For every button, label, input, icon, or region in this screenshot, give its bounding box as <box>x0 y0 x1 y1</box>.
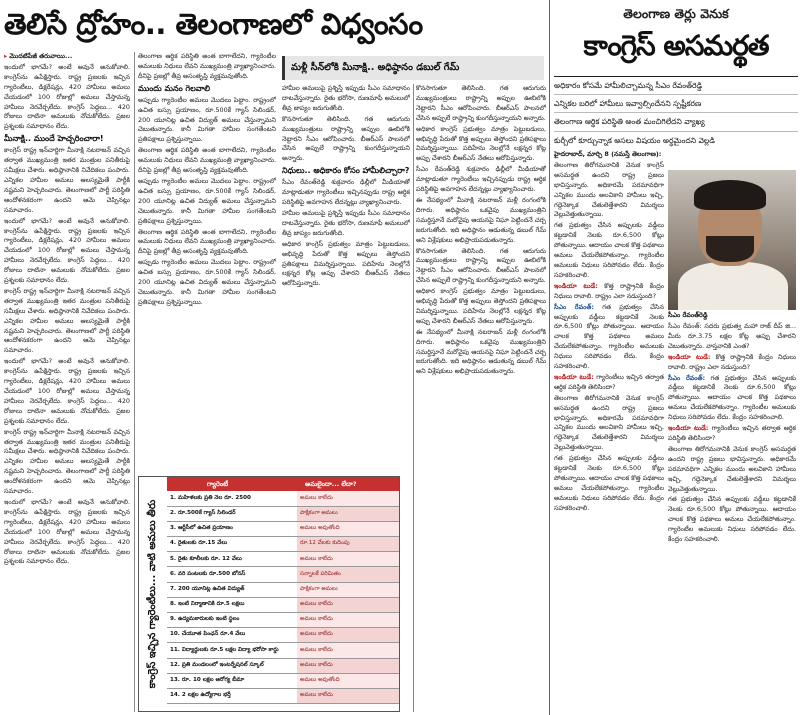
side-article <box>549 0 800 715</box>
status-cell: అమలు కాలేదు <box>297 491 399 506</box>
paragraph: ఈ నేపథ్యంలో మీనాక్షి నటరాజన్ మళ్లీ రంగంలోకి దిగారు. అధిష్ఠానం ఒకవైపు ముఖ్యమంత్రిని సమర్థిస్తూనే మరోవైపు ఆయనపై నిఘా పెట్టిందనే చర్చ జరుగుతోంది. ఇది అధిష్ఠానం ఆడుతున్న డబుల్ గేమ్ అని విశ్లేషకులు అభిప్రాయపడుతున్నారు. <box>416 327 546 376</box>
table-row <box>167 521 399 536</box>
status-cell: అమలు కాలేదు <box>297 688 399 703</box>
guarantee-cell: 10. చేయూత పింఛన్ రూ.4 వేలు <box>167 628 297 643</box>
article-column-2 <box>138 52 276 472</box>
table-row <box>167 673 399 688</box>
main-headline: తెలిసే ద్రోహం.. తెలంగాణలో విధ్వంసం <box>4 7 423 41</box>
paragraph: గత ప్రభుత్వం చేసిన అప్పులకు వడ్డీలు కట్టడానికే నెలకు రూ.6,500 కోట్లు పోతున్నాయి. ఆదాయం చాలక కొత్త పథకాలు అమలు చేయలేకపోతున్నాం. గ్యారెంటీల అమలుకు నిధులు సరిపోవడం లేదు. కేంద్రం సహకరించాలి. <box>554 221 664 279</box>
table-header <box>167 477 399 491</box>
guarantee-cell: 14. 2 లక్షల ఉద్యోగాల భర్తీ <box>167 688 297 703</box>
paragraph: ఇందులో భాగమే? అంటే అవునే అనుకోవాలి. కాంగ్రెస్‌ను ఉపేక్షిస్తారు. రాష్ట్ర ప్రజలకు ఇచ్చిన గ్యారెంటీలు, డిక్లరేషన్లు, 420 హామీలు అమలు చేయడంలో 100 రోజుల్లో అమలు చేస్తామన్న హామీలు నెరవేర్చలేదు. కాంగ్రెస్ పెద్దలు... 420 రోజులు దాటినా అమలుకు నోచుకోలేదు. ప్రజల ప్రశ్నలకు సమాధానం లేదు. <box>4 357 130 425</box>
byline: మొదటిపేజీ తరువాయి... <box>9 52 73 60</box>
subheading: మీనాక్షి.. ముందే హెచ్చరించారా! <box>4 134 104 144</box>
photo-caption: సీఎం రేవంత్‌రెడ్డి <box>668 311 708 319</box>
column-divider <box>413 84 414 712</box>
paragraph: అధికార కాంగ్రెస్ ప్రభుత్వం మాత్రం పెట్టుబడులు, అభివృద్ధి పేరుతో కొత్త అప్పులు తెస్తోందని ప్రతిపక్షాలు విమర్శిస్తున్నాయి. పదిహేను నెలల్లోనే లక్షన్నర కోట్ల అప్పు చేశారని బీఆర్‌ఎస్ నేతలు ఆరోపిస్తున్నారు. <box>416 124 546 163</box>
side-column-1 <box>554 150 664 712</box>
paragraph: తెలంగాణ ఆర్థిక పరిస్థితి అంత బాగాలేదని, గ్యారెంటీల అమలుకు నిధులు లేవని ముఖ్యమంత్రి వ్యాఖ్యానించారు. దీనిపై ప్రజల్లో తీవ్ర అసంతృప్తి వ్యక్తమవుతోంది. <box>138 146 276 175</box>
deck-line: కుర్చీలో కూర్చున్నాక అసలు విషయం అర్థమైందని వెల్లడి <box>554 135 715 145</box>
status-cell: అమలు కాలేదు <box>297 643 399 658</box>
paragraph: అప్పుడు గ్యారెంటీల అమలు మొదలు పెట్టాం. రాష్ట్రంలో ఉచిత బస్సు ప్రయాణం, రూ.500కే గ్యాస్ సిలిండర్, 200 యూనిట్ల ఉచిత విద్యుత్ అమలు చేస్తున్నామని చెబుతున్నారు. కానీ మిగతా హామీల సంగతేంటని ప్రతిపక్షాలు ప్రశ్నిస్తున్నాయి. <box>138 258 276 306</box>
guarantee-cell: 6. వరి పంటలకు రూ.500 బోనస్ <box>167 567 297 582</box>
status-cell: రూ.12 వేలకు కుదింపు <box>297 537 399 552</box>
paragraph: గత ప్రభుత్వం చేసిన అప్పులకు వడ్డీలు కట్టడానికే నెలకు రూ.6,500 కోట్లు పోతున్నాయి. ఆదాయం చాలక కొత్త పథకాలు అమలు చేయలేకపోతున్నాం. గ్యారెంటీల అమలుకు నిధులు సరిపోవడం లేదు. కేంద్రం సహకరించాలి. <box>554 302 664 371</box>
guarantee-cell: 3. ఆర్టీసీలో ఉచిత ప్రయాణం <box>167 521 297 536</box>
table-row <box>167 628 399 643</box>
status-cell: సన్నాలకే పరిమితం <box>297 567 399 582</box>
table-row <box>167 597 399 612</box>
status-cell: అమలు కాలేదు <box>297 597 399 612</box>
paragraph: గత ప్రభుత్వం చేసిన అప్పులకు వడ్డీలు కట్టడానికే నెలకు రూ.6,500 కోట్లు పోతున్నాయి. ఆదాయం చాలక కొత్త పథకాలు అమలు చేయలేకపోతున్నాం. గ్యారెంటీల అమలుకు నిధులు సరిపోవడం లేదు. కేంద్రం సహకరించాలి. <box>668 495 796 544</box>
paragraph: అధికార కాంగ్రెస్ ప్రభుత్వం మాత్రం పెట్టుబడులు, అభివృద్ధి పేరుతో కొత్త అప్పులు తెస్తోందని ప్రతిపక్షాలు విమర్శిస్తున్నాయి. పదిహేను నెలల్లోనే లక్షన్నర కోట్ల అప్పు చేశారని బీఆర్‌ఎస్ నేతలు ఆరోపిస్తున్నారు. <box>282 239 410 288</box>
table-row <box>167 582 399 597</box>
bullet-icon: ▸ <box>4 52 8 60</box>
paragraph: కొనసాగుతూ తెలిసింది. గత ఆరుగురు ముఖ్యమంత్రులు రాష్ట్రాన్ని అప్పుల ఊబిలోకి నెట్టారని సీఎం ఆరోపించారు. బీఆర్‌ఎస్ పాలనలో చేసిన అప్పులే రాష్ట్రాన్ని కుంగదీస్తున్నాయని అన్నారు. <box>416 84 546 122</box>
paragraph: కాంగ్రెస్ రాష్ట్ర ఇన్‌చార్జిగా మీనాక్షి నటరాజన్ వచ్చిన తర్వాత ముఖ్యమంత్రి ఇతర మంత్రుల పనితీరుపై సమీక్షలు చేశారు. అధిష్ఠానానికి నివేదికలు పంపారు. ఎన్నికల హామీల అమలు ఆలస్యమైతే పార్టీకి నష్టమని హెచ్చరించారు. తెలంగాణలో పార్టీ పరిస్థితి ఆందోళనకరంగా ఉందని ఆమె చెప్పినట్లు సమాచారం. <box>4 427 130 496</box>
side-column-2 <box>668 322 796 712</box>
paragraph: తెలంగాణ ఆర్థిక పరిస్థితి అంత బాగాలేదని, గ్యారెంటీల అమలుకు నిధులు లేవని ముఖ్యమంత్రి వ్యాఖ్యానించారు. దీనిపై ప్రజల్లో తీవ్ర అసంతృప్తి వ్యక్తమవుతోంది. <box>138 227 276 256</box>
guarantee-cell: 11. విద్యార్థులకు రూ.5 లక్షల విద్యా భరోసా కార్డు <box>167 643 297 658</box>
paragraph: కొనసాగుతూ తెలిసింది. గత ఆరుగురు ముఖ్యమంత్రులు రాష్ట్రాన్ని అప్పుల ఊబిలోకి నెట్టారని సీఎం ఆరోపించారు. బీఆర్‌ఎస్ పాలనలో చేసిన అప్పులే రాష్ట్రాన్ని కుంగదీస్తున్నాయని అన్నారు. <box>282 114 410 163</box>
paragraph: అప్పుడు గ్యారెంటీల అమలు మొదలు పెట్టాం. రాష్ట్రంలో ఉచిత బస్సు ప్రయాణం, రూ.500కే గ్యాస్ సిలిండర్, 200 యూనిట్ల ఉచిత విద్యుత్ అమలు చేస్తున్నామని చెబుతున్నారు. కానీ మిగతా హామీల సంగతేంటని ప్రతిపక్షాలు ప్రశ్నిస్తున్నాయి. <box>138 95 276 144</box>
paragraph: సీఎం రేవంత్‌రెడ్డి శుక్రవారం ఢిల్లీలో మీడియాతో మాట్లాడుతూ గ్యారెంటీలు ఇచ్చినప్పుడు రాష్ట్ర ఆర్థిక పరిస్థితిపై అవగాహన లేదన్నట్లు వ్యాఖ్యానించారు. <box>416 165 546 194</box>
paragraph: తెలంగాణ ఆర్థిక పరిస్థితి అంత బాగాలేదని, గ్యారెంటీల అమలుకు నిధులు లేవని ముఖ్యమంత్రి వ్యాఖ్యానించారు. దీనిపై ప్రజల్లో తీవ్ర అసంతృప్తి వ్యక్తమవుతోంది. <box>138 52 276 80</box>
qa-label: ఇండియా టుడే: <box>554 372 594 381</box>
kicker: తెలంగాణ తెర్లు వెనుక <box>623 6 729 21</box>
paragraph: హామీల అమలుపై ప్రశ్నిస్తే ఇప్పుడు సీఎం సమాధానం దాటవేస్తున్నారు. రైతు భరోసా, రుణమాఫీ అమలులో తీవ్ర జాప్యం జరుగుతోంది. <box>282 208 410 237</box>
deck-lines <box>554 76 798 149</box>
paragraph: సీఎం రేవంత్‌రెడ్డి శుక్రవారం ఢిల్లీలో మీడియాతో మాట్లాడుతూ గ్యారెంటీలు ఇచ్చినప్పుడు రాష్ట్ర ఆర్థిక పరిస్థితిపై అవగాహన లేదన్నట్లు వ్యాఖ్యానించారు. <box>282 178 410 207</box>
paragraph: గత ప్రభుత్వం చేసిన అప్పులకు వడ్డీలు కట్టడానికే నెలకు రూ.6,500 కోట్లు పోతున్నాయి. ఆదాయం చాలక కొత్త పథకాలు అమలు చేయలేకపోతున్నాం. గ్యారెంటీల అమలుకు నిధులు సరిపోవడం లేదు. కేంద్రం సహకరించాలి. <box>554 454 664 512</box>
column-divider <box>134 52 135 712</box>
paragraph: కాంగ్రెస్ రాష్ట్ర ఇన్‌చార్జిగా మీనాక్షి నటరాజన్ వచ్చిన తర్వాత ముఖ్యమంత్రి ఇతర మంత్రుల పనితీరుపై సమీక్షలు చేశారు. అధిష్ఠానానికి నివేదికలు పంపారు. ఎన్నికల హామీల అమలు ఆలస్యమైతే పార్టీకి నష్టమని హెచ్చరించారు. తెలంగాణలో పార్టీ పరిస్థితి ఆందోళనకరంగా ఉందని ఆమె చెప్పినట్లు సమాచారం. <box>4 286 130 355</box>
qa-label: ఇండియా టుడే: <box>554 281 598 290</box>
paragraph: గ్యారెంటీలు ఇచ్చిన తర్వాత ఆర్థిక పరిస్థితి తెలిసిందా? <box>668 424 796 442</box>
paragraph: గత ప్రభుత్వం చేసిన అప్పులకు వడ్డీలు కట్టడానికే నెలకు రూ.6,500 కోట్లు పోతున్నాయి. ఆదాయం చాలక కొత్త పథకాలు అమలు చేయలేకపోతున్నాం. గ్యారెంటీల అమలుకు నిధులు సరిపోవడం లేదు. కేంద్రం సహకరించాలి. <box>668 373 796 422</box>
status-cell: పాక్షికంగా అమలు <box>297 506 399 521</box>
table-row <box>167 688 399 703</box>
qa-label: ఇండియా టుడే: <box>668 352 711 361</box>
status-cell: అమలు అవుతోంది <box>297 521 399 536</box>
paragraph: సీఎం రేవంత్: సదరు ప్రభుత్వ మహా రాజ్ దీప్ జి... మీరు రూ.3.75 లక్షల కోట్ల అప్పు చేశారని చెబుతున్నారు. వాస్తవానికి ఎంత? <box>668 322 796 350</box>
deck-line: అధికారం కోసమే హామీలిచ్చామన్న సీఎం రేవంత్‌రెడ్డి <box>554 77 798 95</box>
table-row <box>167 643 399 658</box>
status-cell: అమలు అవుతోంది <box>297 673 399 688</box>
paragraph: హామీల అమలుపై ప్రశ్నిస్తే ఇప్పుడు సీఎం సమాధానం దాటవేస్తున్నారు. రైతు భరోసా, రుణమాఫీ అమలులో తీవ్ర జాప్యం జరుగుతోంది. <box>282 84 410 112</box>
guarantee-cell: 7. 200 యూనిట్ల ఉచిత విద్యుత్ <box>167 582 297 597</box>
guarantee-cell: 12. ప్రతి మండలంలో ఇంటర్నేషనల్ స్కూల్ <box>167 658 297 673</box>
guarantee-cell: 5. రైతు కూలీలకు రూ. 12 వేలు <box>167 552 297 567</box>
paragraph: కొత్త రాష్ట్రానికి కేంద్రం నిధులు రావాలి. రాష్ట్రం ఎలా నడుస్తుంది? <box>554 281 664 300</box>
paragraph: అధికార కాంగ్రెస్ ప్రభుత్వం మాత్రం పెట్టుబడులు, అభివృద్ధి పేరుతో కొత్త అప్పులు తెస్తోందని ప్రతిపక్షాలు విమర్శిస్తున్నాయి. పదిహేను నెలల్లోనే లక్షన్నర కోట్ల అప్పు చేశారని బీఆర్‌ఎస్ నేతలు ఆరోపిస్తున్నారు. <box>416 287 546 325</box>
table-row <box>167 658 399 673</box>
dateline: హైదరాబాద్, మార్చి 8 (నమస్తే తెలంగాణ): <box>554 150 662 158</box>
qa-label: సీఎం రేవంత్: <box>668 373 706 382</box>
article-column-3 <box>282 84 410 474</box>
status-cell: అమలు కాలేదు <box>297 658 399 673</box>
paragraph: ఇందులో భాగమే? అంటే అవునే అనుకోవాలి. కాంగ్రెస్‌ను ఉపేక్షిస్తారు. రాష్ట్ర ప్రజలకు ఇచ్చిన గ్యారెంటీలు, డిక్లరేషన్లు, 420 హామీలు అమలు చేయడంలో 100 రోజుల్లో అమలు చేస్తామన్న హామీలు నెరవేర్చలేదు. కాంగ్రెస్ పెద్దలు... 420 రోజులు దాటినా అమలుకు నోచుకోలేదు. ప్రజల ప్రశ్నలకు సమాధానం లేదు. <box>4 497 130 566</box>
table-row <box>167 567 399 582</box>
guarantee-cell: 4. రైతులకు రూ.15 వేలు <box>167 537 297 552</box>
guarantee-cell: 1. మహిళలకు ప్రతి నెల రూ. 2500 <box>167 491 297 506</box>
paragraph: తెలంగాణ తిరోగమనానికి వెనుక కాంగ్రెస్ అసమర్థత ఉందని రాష్ట్ర ప్రజలు భావిస్తున్నారు. అధికారమే పరమావధిగా ఎన్నికల ముందు అలవికాని హామీలు ఇచ్చి, గద్దెనెక్కాక చేతులెత్తేశారని విమర్శలు వెల్లువెత్తుతున్నాయి. <box>554 160 664 219</box>
article-column-1 <box>4 52 130 712</box>
status-cell: పాక్షికంగా అమలు <box>297 582 399 597</box>
table-row <box>167 491 399 506</box>
guarantee-cell: 9. ఉద్యమకారులకు ఇంటి స్థలం <box>167 613 297 628</box>
table-row <box>167 552 399 567</box>
table-header-status: అమలైందా... లేదా? <box>305 480 357 488</box>
table-row <box>167 506 399 521</box>
quote-banner: మళ్లీ సీన్‌లోకి మీనాక్షి.. అధిష్ఠానం డబుల్ గేమ్ <box>282 56 544 80</box>
guarantees-table-body <box>167 491 399 704</box>
status-cell: అమలు కాలేదు <box>297 552 399 567</box>
table-side-label-text: కాంగ్రెస్ ఇచ్చిన గ్యారెంటీలు... వాటి అమలు తీరు <box>147 499 158 689</box>
paragraph: తెలంగాణ తిరోగమనానికి వెనుక కాంగ్రెస్ అసమర్థత ఉందని రాష్ట్ర ప్రజలు భావిస్తున్నారు. అధికారమే పరమావధిగా ఎన్నికల ముందు అలవికాని హామీలు ఇచ్చి, గద్దెనెక్కాక చేతులెత్తేశారని విమర్శలు వెల్లువెత్తుతున్నాయి. <box>668 444 796 493</box>
paragraph: ఈ నేపథ్యంలో మీనాక్షి నటరాజన్ మళ్లీ రంగంలోకి దిగారు. అధిష్ఠానం ఒకవైపు ముఖ్యమంత్రిని సమర్థిస్తూనే మరోవైపు ఆయనపై నిఘా పెట్టిందనే చర్చ జరుగుతోంది. ఇది అధిష్ఠానం ఆడుతున్న డబుల్ గేమ్ అని విశ్లేషకులు అభిప్రాయపడుతున్నారు. <box>416 195 546 244</box>
subheading: ముందు మనం గెలవాలి <box>138 83 210 93</box>
table-row <box>167 613 399 628</box>
guarantee-cell: 2. రూ.500కే గ్యాస్ సిలిండర్ <box>167 506 297 521</box>
table-header-guarantee: గ్యారెంటీ <box>207 480 229 488</box>
cm-photo <box>668 170 796 310</box>
table-side-label <box>139 477 167 711</box>
paragraph: కాంగ్రెస్ రాష్ట్ర ఇన్‌చార్జిగా మీనాక్షి నటరాజన్ వచ్చిన తర్వాత ముఖ్యమంత్రి ఇతర మంత్రుల పనితీరుపై సమీక్షలు చేశారు. అధిష్ఠానానికి నివేదికలు పంపారు. ఎన్నికల హామీల అమలు ఆలస్యమైతే పార్టీకి నష్టమని హెచ్చరించారు. తెలంగాణలో పార్టీ పరిస్థితి ఆందోళనకరంగా ఉందని ఆమె చెప్పినట్లు సమాచారం. <box>4 146 130 214</box>
qa-label: ఇండియా టుడే: <box>668 424 709 433</box>
article-column-4 <box>416 84 546 712</box>
paragraph: ఇందులో భాగమే? అంటే అవునే అనుకోవాలి. కాంగ్రెస్‌ను ఉపేక్షిస్తారు. రాష్ట్ర ప్రజలకు ఇచ్చిన గ్యారెంటీలు, డిక్లరేషన్లు, 420 హామీలు అమలు చేయడంలో 100 రోజుల్లో అమలు చేస్తామన్న హామీలు నెరవేర్చలేదు. కాంగ్రెస్ పెద్దలు... 420 రోజులు దాటినా అమలుకు నోచుకోలేదు. ప్రజల ప్రశ్నలకు సమాధానం లేదు. <box>4 62 130 131</box>
paragraph: గ్యారెంటీలు ఇచ్చిన తర్వాత ఆర్థిక పరిస్థితి తెలిసిందా? <box>554 372 664 391</box>
table-row <box>167 537 399 552</box>
paragraph: అప్పుడు గ్యారెంటీల అమలు మొదలు పెట్టాం. రాష్ట్రంలో ఉచిత బస్సు ప్రయాణం, రూ.500కే గ్యాస్ సిలిండర్, 200 యూనిట్ల ఉచిత విద్యుత్ అమలు చేస్తున్నామని చెబుతున్నారు. కానీ మిగతా హామీల సంగతేంటని ప్రతిపక్షాలు ప్రశ్నిస్తున్నాయి. <box>138 176 276 225</box>
qa-label: సీఎం రేవంత్: <box>554 302 594 311</box>
subheading: నిధులు.. అధికారం కోసం హామీలిచ్చారా? <box>282 166 410 176</box>
status-cell: అమలు కాలేదు <box>297 613 399 628</box>
paragraph: తెలంగాణ తిరోగమనానికి వెనుక కాంగ్రెస్ అసమర్థత ఉందని రాష్ట్ర ప్రజలు భావిస్తున్నారు. అధికారమే పరమావధిగా ఎన్నికల ముందు అలవికాని హామీలు ఇచ్చి, గద్దెనెక్కాక చేతులెత్తేశారని విమర్శలు వెల్లువెత్తుతున్నాయి. <box>554 393 664 452</box>
guarantee-cell: 13. రూ. 10 లక్షల ఆరోగ్య బీమా <box>167 673 297 688</box>
guarantees-table <box>138 476 400 712</box>
paragraph: కొత్త రాష్ట్రానికి కేంద్రం నిధులు రావాలి. రాష్ట్రం ఎలా నడుస్తుంది? <box>668 352 796 371</box>
guarantee-cell: 8. ఇంటి నిర్మాణానికి రూ.5 లక్షలు <box>167 597 297 612</box>
paragraph: ఇందులో భాగమే? అంటే అవునే అనుకోవాలి. కాంగ్రెస్‌ను ఉపేక్షిస్తారు. రాష్ట్ర ప్రజలకు ఇచ్చిన గ్యారెంటీలు, డిక్లరేషన్లు, 420 హామీలు అమలు చేయడంలో 100 రోజుల్లో అమలు చేస్తామన్న హామీలు నెరవేర్చలేదు. కాంగ్రెస్ పెద్దలు... 420 రోజులు దాటినా అమలుకు నోచుకోలేదు. ప్రజల ప్రశ్నలకు సమాధానం లేదు. <box>4 216 130 285</box>
deck-line: ఎన్నికల బరిలో హామీలు ఇవ్వాల్సిందేనని స్పష్టీకరణ <box>554 95 798 113</box>
status-cell: అమలు కాలేదు <box>297 628 399 643</box>
paragraph: కొనసాగుతూ తెలిసింది. గత ఆరుగురు ముఖ్యమంత్రులు రాష్ట్రాన్ని అప్పుల ఊబిలోకి నెట్టారని సీఎం ఆరోపించారు. బీఆర్‌ఎస్ పాలనలో చేసిన అప్పులే రాష్ట్రాన్ని కుంగదీస్తున్నాయని అన్నారు. <box>416 246 546 285</box>
side-headline: కాంగ్రెస్ అసమర్థత <box>583 29 769 62</box>
deck-line: తెలంగాణ ఆర్థిక పరిస్థితి అంత మంచిగిలేదని వ్యాఖ్య <box>554 113 798 131</box>
